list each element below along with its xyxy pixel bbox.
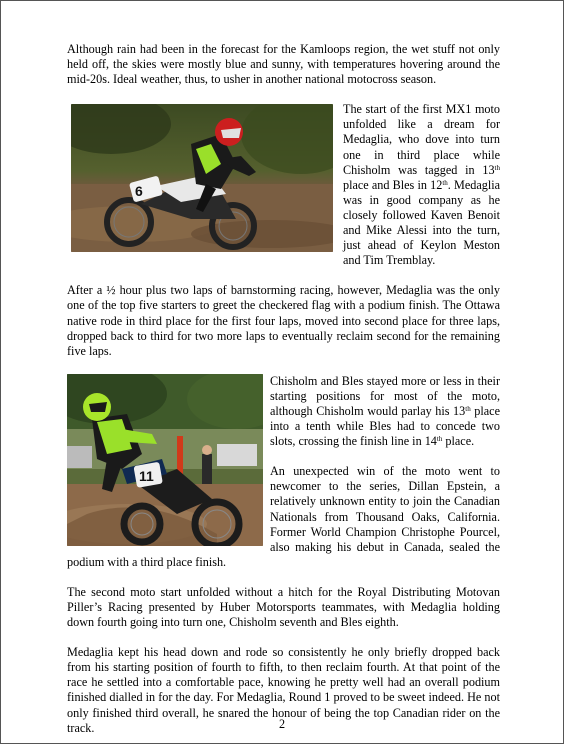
paragraph-epstein-win: An unexpected win of the moto went to newcomer to the series, Dillan Epstein, a relatively unknown entity to join the Canadian Nationals from Thousand Oaks, California. Former World Champion Christophe Pourcel, also making his debut in Canada, sealed the podium with a third place finish.	[67, 464, 500, 569]
p4-text-c: place.	[442, 434, 475, 449]
p4-superscript-1: th	[465, 404, 471, 413]
p2-text-c: . Medaglia was in good company as he closely followed Kaven Benoit and Mike Alessi into the turn, just ahead of Keylon Meston and Tim Tremblay.	[343, 177, 501, 268]
paragraph-racing-result: After a ½ hour plus two laps of barnstorming racing, however, Medaglia was the only one of the top five starters to greet the checkered flag with a podium finish. The Ottawa native rode in third place for the first four laps, moved into second place for three laps, dropped back to third for two more laps to eventually reclaim second for the remaining five laps.	[67, 283, 500, 358]
p2-text-b: place and Bles in 12	[343, 177, 443, 192]
p2-superscript-2: th	[442, 178, 448, 187]
p2-text-a: The start of the first MX1 moto unfolded like a dream for Medaglia, who dove into turn one in third place while Chisholm was tagged in 13	[343, 102, 500, 177]
motocross-photo-rider-11	[67, 374, 263, 546]
paragraph-second-moto: The second moto start unfolded without a hitch for the Royal Distributing Motovan Piller’s Racing presented by Huber Motorsports teammates, with Medaglia holding down fourth going into turn one, Chisholm seventh and Bles eighth.	[67, 584, 500, 630]
paragraph-weather: Although rain had been in the forecast for the Kamloops region, the wet stuff not only held off, the skies were mostly blue and sunny, with temperatures hovering around the mid-20s. Ideal weather, thus, to usher in another national motocross season.	[67, 42, 500, 87]
p4-text-b: place into a tenth while Bles had to concede two slots, crossing the finish line in 14	[270, 403, 500, 449]
motocross-photo-rider-6	[71, 104, 333, 252]
p4-superscript-2: th	[436, 435, 443, 444]
paragraph-medaglia-finish: Medaglia kept his head down and rode so consistently he only briefly dropped back from his starting position of fourth to fifth, to then reclaim fourth. At that point of the race he settled into a comfortable pace, knowing he pretty well had an overall podium finished dialled in for the day. For Medaglia, Round 1 proved to be sweet indeed. He not only finished third overall, he snared the honour of being the top Canadian rider on the track.	[67, 645, 500, 735]
number-plate-6: 6	[135, 183, 143, 200]
article-body	[67, 42, 500, 751]
p4-text-a: Chisholm and Bles stayed more or less in their starting positions for most of the moto, although Chisholm would parlay his 13	[270, 373, 500, 418]
page-number: 2	[278, 717, 286, 731]
p2-superscript-1: th	[494, 163, 500, 172]
number-plate-11: 11	[139, 467, 154, 484]
